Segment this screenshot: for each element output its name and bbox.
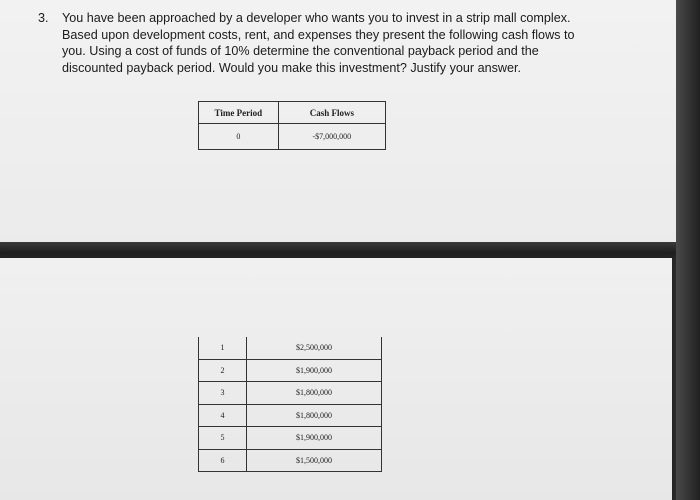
question-number: 3. bbox=[38, 11, 49, 25]
header-time-period: Time Period bbox=[199, 102, 279, 124]
cash-flow-table-top bbox=[198, 101, 386, 150]
table-row bbox=[199, 404, 382, 427]
question-line: You have been approached by a developer who wants you to invest in a strip mall complex. bbox=[62, 11, 571, 25]
cell-cash-flow: $1,500,000 bbox=[247, 449, 382, 472]
cell-period: 1 bbox=[199, 337, 247, 359]
table-row bbox=[199, 427, 382, 450]
cell-period: 2 bbox=[199, 359, 247, 382]
document-page-bottom bbox=[0, 258, 672, 500]
cell-period: 4 bbox=[199, 404, 247, 427]
question-line: Based upon development costs, rent, and expenses they present the following cash flows to bbox=[62, 27, 575, 42]
table-header-row bbox=[199, 102, 386, 124]
cell-cash-flow: $2,500,000 bbox=[247, 337, 382, 359]
question-text bbox=[62, 10, 622, 76]
document-page-top bbox=[0, 0, 676, 248]
cell-period: 3 bbox=[199, 382, 247, 405]
cell-cash-flow: $1,800,000 bbox=[247, 404, 382, 427]
cell-cash-flow: -$7,000,000 bbox=[278, 124, 385, 150]
cell-period: 6 bbox=[199, 449, 247, 472]
question-line: discounted payback period. Would you make this investment? Justify your answer. bbox=[62, 60, 521, 75]
table-row bbox=[199, 337, 382, 359]
table-row bbox=[199, 359, 382, 382]
table-row bbox=[199, 382, 382, 405]
cash-flow-table-bottom bbox=[198, 337, 382, 472]
cell-cash-flow: $1,900,000 bbox=[247, 359, 382, 382]
desk-edge bbox=[676, 0, 700, 500]
cell-period: 0 bbox=[199, 124, 279, 150]
cell-cash-flow: $1,800,000 bbox=[247, 382, 382, 405]
header-cash-flows: Cash Flows bbox=[278, 102, 385, 124]
table-row bbox=[199, 449, 382, 472]
cell-cash-flow: $1,900,000 bbox=[247, 427, 382, 450]
table-row bbox=[199, 124, 386, 150]
question-line: you. Using a cost of funds of 10% determine the conventional payback period and the bbox=[62, 44, 539, 58]
cell-period: 5 bbox=[199, 427, 247, 450]
